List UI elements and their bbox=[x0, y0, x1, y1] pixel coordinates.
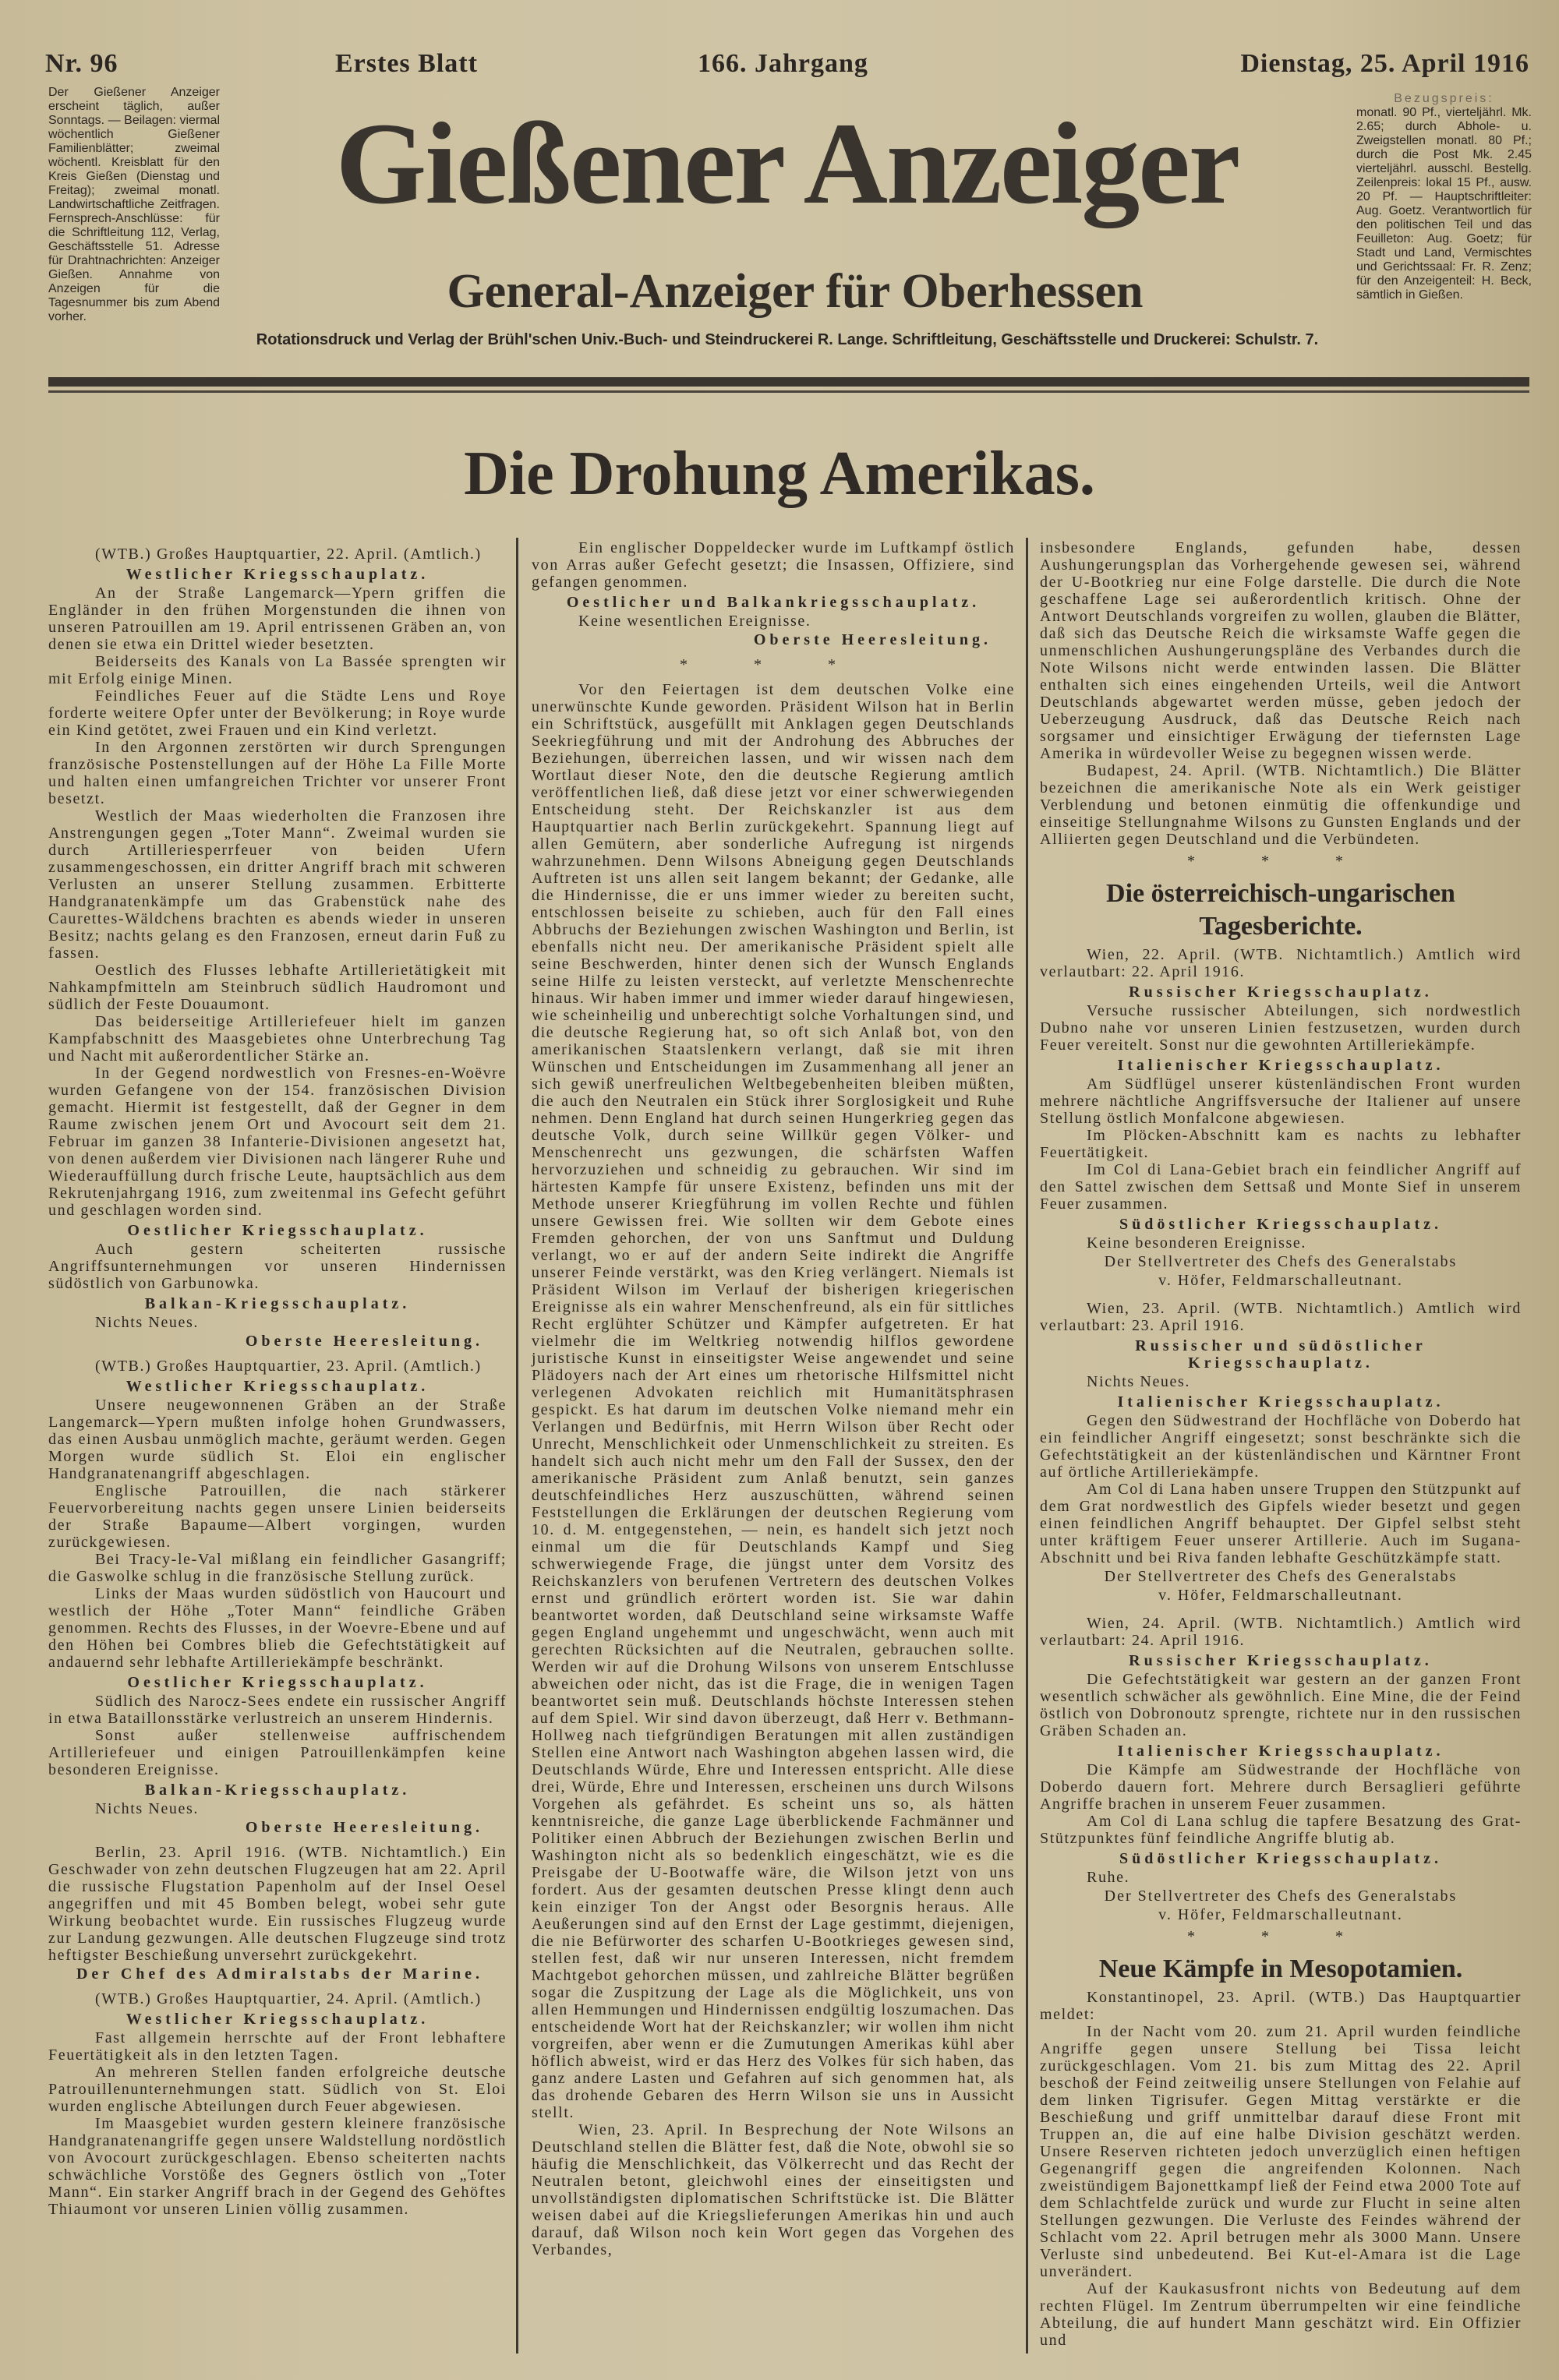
paragraph: Südlich des Narocz-Sees endete ein russischer Angriff in etwa Bataillonsstärke verlustreich an unserem Hindernis. bbox=[48, 1693, 507, 1727]
signature-line: v. Höfer, Feldmarschalleutnant. bbox=[1158, 1272, 1403, 1289]
paragraph: Englische Patrouillen, die nach stärkerer Feuervorbereitung nachts gegen unsere Linien beiderseits der Straße Bapaume—Albert vorgingen, wurden zurückgewiesen. bbox=[48, 1482, 507, 1551]
paragraph: Am Col di Lana schlug die tapfere Besatzung des Grat-Stützpunktes fünf feindliche Angriffe blutig ab. bbox=[1040, 1813, 1522, 1847]
column-1 bbox=[48, 546, 507, 2218]
article-heading: Die österreichisch-ungarischen Tagesberichte. bbox=[1106, 879, 1455, 941]
paragraph: Vor den Feiertagen ist dem deutschen Volke eine unerwünschte Kunde geworden. Präsident Wilson hat in Berlin ein Schriftstück, ausgefüllt mit Anklagen gegen Deutschlands Seekriegführung und mit der Androhung des Abbruches der Beziehungen, überreichen lassen, und wir wissen nach dem Wortlaut dieser Note, den die deutsche Regierung amtlich veröffentlichen ließ, daß diese jetzt vor einer schwerwiegenden Entscheidung steht. Der Reichskanzler ist aus dem Hauptquartier nach Berlin zurückgekehrt. Spannung liegt auf allen Gemütern, aber sonderliche Aufregung ist nirgends wahrzunehmen. Denn Wilsons Abneigung gegen Deutschlands Auftreten ist uns allen seit langem bekannt; der Gedanke, alle die Hindernisse, die er uns immer wieder zu bereiten sucht, entschlossen beiseite zu schieben, auch für den Fall eines Abbruchs der Beziehungen zwischen Washington und Berlin, ist ebenfalls nicht neu. Der amerikanische Präsident spielt alle seine Beschwerden, hinter denen sich der Wunsch Englands seine Hilfe zu leisten versteckt, auf verletzte Menschenrechte hinaus. Wir haben immer und immer wieder darauf hingewiesen, wie scheinheilig und unberechtigt solche Vorhaltungen sind, und die deutsche Regierung hat, so oft sich Anlaß bot, von den amerikanischen Staatslenkern verlangt, daß sie mit ihren Wünschen und Entscheidungen im Zusammenhang all jener an sich gewiß unerfreulichen Weltbegebenheiten bleiben müßten, die auch den Neutralen ein Stück ihrer Sorglosigkeit und Ruhe nehmen. Denn England hat durch seinen Hungerkrieg gegen das deutsche Volk, durch seine Willkür gegen Völker- und Menschenrecht uns gezwungen, die schärfsten Waffen hervorzuziehen und schneidig zu gebrauchen. Wir sind im härtesten Kampfe für unsere Existenz, befinden uns mit der Methode unserer Kriegführung im vollen Rechte und fühlen unsere Gewissen frei. Wie sollten wir dem Gebote eines Fremden gehorchen, der von uns Sanftmut und Duldung verlangt, wo er auf der andern Seite indirekt die Angriffe unserer Feinde verstärkt, was den Krieg verlängert. Niemals ist Präsident Wilson im Verlauf der bisherigen kriegerischen Ereignisse als ein wahrer Menschenfreund, als ein für sittliches Recht erglühter Schützer und Kämpfer aufgetreten. Er hat vielmehr die im Weltkrieg notwendig hilflos gewordene juristische Kunst in einseitigster Weise angewendet und seine Plädoyers nach der Art eines um rhetorische Hilfsmittel nicht verlegenen Advokaten reichlich mit Humanitätsphrasen gespickt. Es hat darum im deutschen Volke niemand mehr ein Verlangen und Bedürfnis, mit Herrn Wilson über Recht oder Unrecht, Menschlichkeit oder Unmenschlichkeit zu streiten. Es handelt sich auch nicht mehr um den Fall der Sussex, den der amerikanische Präsident zum Anlaß benutzt, sein ganzes deutschfeindliches Herz auszuschütten, während seinen Feststellungen die Erklärungen der deutschen Regierung vom 10. d. M. entgegenstehen, — nein, es handelt sich jetzt noch einmal um die für Deutschlands Kampf und Sieg schwerwiegende Frage, die jüngst unter dem Vorsitz des Reichskanzlers von berufenen Vertretern des deutschen Volkes ernst und gründlich erörtert worden ist. Sie war dahin beantwortet worden, daß Deutschland seine wirksamste Waffe gegen England ungehemmt und ungeschwächt, wenn auch mit gerechten Rücksichten auf die Neutralen, gebrauchen sollte. Werden wir auf die Drohung Wilsons von unserem Entschlusse abweichen oder nicht, das ist die Frage, die in wenigen Tagen beantwortet sein muß. Deutschlands höchste Interessen stehen auf dem Spiel. Wir sind davon überzeugt, daß Herr v. Bethmann-Hollweg nach tiefgründigen Beratungen mit allen zuständigen Stellen eine Antwort nach Washington abgehen lassen wird, die Deutschlands Würde, Ehre und Interessen entspricht. Alle diese drei, Würde, Ehre und Interessen, erscheinen uns durch Wilsons Vorgehen als gefährdet. Es scheint uns so, als hätten kenntnisreiche, die ganze Lage überblickende Fachmänner und Politiker einen Abbruch der Beziehungen zwischen Berlin und Washington nicht als so bedenklich eingeschätzt, wie es die Preisgabe der U-Bootwaffe wäre, die Wilson jetzt von uns fordert. Aus der gesamten deutschen Presse klingt denn auch kein einziger Ton der Angst oder Besorgnis heraus. Alle Aeußerungen sind auf den Ernst der Lage gestimmt, diejenigen, die nie Befürworter des scharfen U-Bootkrieges gewesen sind, stellen fest, daß wir nur unseren Interessen, nicht fremdem Machtgebot gehorchen müssen, und zahlreiche Blätter begrüßen sogar die Zuspitzung der Lage als die Möglichkeit, uns von allen Hemmungen und Hindernissen endgültig loszumachen. Das entscheidende Wort hat der Reichskanzler; wir wollen ihm nicht vorgreifen, aber wenn er die Zumutungen Amerikas kühl aber höflich abweist, wird er das Herz des Volkes für sich haben, das ganz andere Lasten und Gefahren auf sich genommen hat, als das drohende Gebaren des Herrn Wilson sie uns in Aussicht stellt. bbox=[532, 681, 1015, 2121]
paragraph: Fast allgemein herrschte auf der Front lebhaftere Feuertätigkeit als in den letzten Tagen. bbox=[48, 2029, 507, 2064]
issue-number: Nr. 96 bbox=[45, 49, 118, 78]
paragraph: Nichts Neues. bbox=[95, 1314, 199, 1331]
signature: Oberste Heeresleitung. bbox=[245, 1819, 483, 1836]
paragraph: In den Argonnen zerstörten wir durch Sprengungen französische Postenstellungen auf der Höhe La Fille Morte und halten einen umfangreichen Trichter vor unserer Front besetzt. bbox=[48, 739, 507, 807]
paragraph: Gegen den Südwestrand der Hochfläche von Doberdo hat ein feindlicher Angriff eingesetzt; sonst beschränkte sich die Gefechtstätigkeit an der küstenländischen und Kärntner Front auf örtliche Artilleriekämpfe. bbox=[1040, 1412, 1522, 1481]
paragraph: In der Nacht vom 20. zum 21. April wurden feindliche Angriffe gegen unsere Stellung bei Tissa leicht zurückgeschlagen. Vom 21. bis zum Mittag des 22. April beschoß der Feind zeitweilig unsere Stellungen von Felahie auf dem linken Tigrisufer. Gegen Mittag verstärkte er die Beschießung und griff unmittelbar darauf diese Front mit Truppen an, die auf eine halbe Division geschätzt werden. Unsere Reserven richteten jedoch unverzüglich einen heftigen Gegenangriff gegen die angreifenden Kolonnen. Nach zweistündigem Bajonettkampf ließ der Feind etwa 2000 Tote auf dem Schlachtfelde zurück und wurde zur Flucht in seine alten Stellungen gezwungen. Die Verluste des Feindes während der Schlacht vom 22. April betrugen mehr als 3000 Mann. Unsere Verluste sind unbedeutend. Bei Kut-el-Amara ist die Lage unverändert. bbox=[1040, 2023, 1522, 2280]
paragraph: Sonst außer stellenweise auffrischendem Artilleriefeuer und einigen Patrouillenkämpfen keine besonderen Ereignisse. bbox=[48, 1727, 507, 1778]
subscription-info bbox=[1356, 92, 1532, 302]
paragraph: Westlich der Maas wiederholten die Franzosen ihre Anstrengungen gegen „Toter Mann“. Zweimal wurden sie durch Artilleriesperrfeuer von beiden Ufern zusammengeschossen, ein dritter Angriff brach mit schweren Verlusten an unserer Stellung zusammen. Erbitterte Handgranatenkämpfe um das Grabenstück nahe des Caurettes-Wäldchens brachten es abends wieder in unseren Besitz; nachts gelang es den Franzosen, erneut darin Fuß zu fassen. bbox=[48, 807, 507, 962]
subscription-text: monatl. 90 Pf., vierteljährl. Mk. 2.65; durch Abhole- u. Zweigstellen monatl. 80 Pf.; durch die Post Mk. 2.45 vierteljährl. ausschl. Bestellg. Zeilenpreis: lokal 15 Pf., ausw. 20 Pf. — Hauptschriftleiter: Aug. Goetz. Verantwortlich für den politischen Teil und das Feuilleton: Aug. Goetz; für Stadt und Land, Vermischtes und Gerichtssaal: Fr. R. Zenz; für den Anzeigenteil: H. Beck, sämtlich in Gießen. bbox=[1356, 106, 1532, 302]
paragraph: Am Südflügel unserer küstenländischen Front wurden mehrere nächtliche Angriffsversuche der Italiener auf unsere Stellung östlich Monfalcone abgewiesen. bbox=[1040, 1075, 1522, 1127]
imprint-line: Rotationsdruck und Verlag der Brühl'schen Univ.-Buch- und Steindruckerei R. Lange. Schriftleitung, Geschäftsstelle und Druckerei: Schulstr. 7. bbox=[256, 331, 1319, 348]
paragraph: An der Straße Langemarck—Ypern griffen die Engländer in den frühen Morgenstunden die ihnen von unseren Patrouillen am 19. April entrissenen Gräben an, von denen sie etwa ein Drittel wieder besetzten. bbox=[48, 584, 507, 653]
separator-asterisks: * * * bbox=[1187, 853, 1374, 870]
column-2 bbox=[532, 539, 1015, 2258]
paragraph: Im Col di Lana-Gebiet brach ein feindlicher Angriff auf den Sattel zwischen dem Settsaß und Monte Sief in unserem Feuer zusammen. bbox=[1040, 1161, 1522, 1213]
sheet-label: Erstes Blatt bbox=[335, 49, 478, 78]
paragraph: Auch gestern scheiterten russische Angriffsunternehmungen vor unseren Hindernissen südöstlich von Garbunowka. bbox=[48, 1241, 507, 1292]
section-heading: Oestlicher Kriegsschauplatz. bbox=[127, 1674, 428, 1691]
section-heading: Westlicher Kriegsschauplatz. bbox=[125, 2011, 430, 2028]
section-heading: Oestlicher Kriegsschauplatz. bbox=[127, 1222, 428, 1239]
paragraph: Wien, 23. April. In Besprechung der Note Wilsons an Deutschland stellen die Blätter fest, daß die Note, obwohl sie so häufig die Menschlichkeit, das Völkerrecht und das Recht der Neutralen betont, gleichwohl eines der einseitigsten und unvollständigsten diplomatischen Schriftstücke ist. Die Blätter weisen dabei auf die Kriegslieferungen Amerikas hin und auch darauf, daß Wilson noch kein Wort gegen das Vorgehen des Verbandes, bbox=[532, 2121, 1015, 2258]
paragraph: Konstantinopel, 23. April. (WTB.) Das Hauptquartier meldet: bbox=[1040, 1989, 1522, 2023]
paragraph: Feindliches Feuer auf die Städte Lens und Roye forderte weitere Opfer unter der Bevölkerung; in Roye wurde ein Kind getötet, zwei Frauen und ein Kind verletzt. bbox=[48, 687, 507, 739]
section-heading: Italienischer Kriegsschauplatz. bbox=[1117, 1057, 1444, 1074]
separator-asterisks: * * * bbox=[680, 656, 867, 673]
section-heading: Balkan-Kriegsschauplatz. bbox=[144, 1781, 411, 1799]
section-heading: Westlicher Kriegsschauplatz. bbox=[125, 1378, 430, 1395]
column-divider bbox=[1026, 538, 1028, 2354]
section-heading: Südöstlicher Kriegsschauplatz. bbox=[1119, 1850, 1443, 1867]
paragraph: (WTB.) Großes Hauptquartier, 23. April. (Amtlich.) bbox=[95, 1358, 482, 1375]
newspaper-subtitle: General-Anzeiger für Oberhessen bbox=[447, 265, 1144, 318]
paragraph: Keine wesentlichen Ereignisse. bbox=[578, 613, 811, 630]
newspaper-title: Gießener Anzeiger bbox=[335, 99, 1239, 228]
dateline-paragraph: Wien, 23. April. (WTB. Nichtamtlich.) Amtlich wird verlautbart: 23. April 1916. bbox=[1040, 1300, 1522, 1334]
paragraph: Die Kämpfe am Südwestrande der Hochfläche von Doberdo dauern fort. Mehrere durch Bersaglieri geführte Angriffe brachen in unserem Feuer zusammen. bbox=[1040, 1761, 1522, 1813]
signature: Der Chef des Admiralstabs der Marine. bbox=[76, 1965, 483, 1983]
signature: Oberste Heeresleitung. bbox=[245, 1333, 483, 1350]
paragraph: Die Gefechtstätigkeit war gestern an der ganzen Front wesentlich schwächer als gewöhnlich. Eine Mine, die der Feind östlich von Dobronoutz sprengte, richtete nur in den russischen Gräben Schaden an. bbox=[1040, 1671, 1522, 1739]
main-headline: Die Drohung Amerikas. bbox=[464, 440, 1095, 508]
paragraph: Nichts Neues. bbox=[1087, 1373, 1190, 1390]
dateline-paragraph: Wien, 24. April. (WTB. Nichtamtlich.) Amtlich wird verlautbart: 24. April 1916. bbox=[1040, 1615, 1522, 1649]
paragraph: Ein englischer Doppeldecker wurde im Luftkampf östlich von Arras außer Gefecht gesetzt; die Insassen, Offiziere, sind gefangen genommen. bbox=[532, 539, 1015, 591]
section-heading: Russischer und südöstlicher Kriegsschauplatz. bbox=[1135, 1337, 1426, 1372]
separator-asterisks: * * * bbox=[1187, 1928, 1374, 1945]
paragraph: Im Plöcken-Abschnitt kam es nachts zu lebhafter Feuertätigkeit. bbox=[1040, 1127, 1522, 1161]
paragraph: Wien, 22. April. (WTB. Nichtamtlich.) Amtlich wird verlautbart: 22. April 1916. bbox=[1040, 946, 1522, 980]
paragraph: Auf der Kaukasusfront nichts von Bedeutung auf dem rechten Flügel. Im Zentrum überrumpelten wir eine feindliche Abteilung, die auf hundert Mann geschätzt wird. Ein Offizier und bbox=[1040, 2280, 1522, 2349]
paragraph: Berlin, 23. April 1916. (WTB. Nichtamtlich.) Ein Geschwader von zehn deutschen Flugzeugen hat am 22. April die russische Flugstation Papenholm auf der Insel Oesel angegriffen und mit 45 Bomben belegt, wobei sehr gute Wirkung beobachtet wurde. Ein russisches Flugzeug wurde zur Landung gezwungen. Alle deutschen Flugzeuge sind trotz heftigster Beschießung unversehrt zurückgekehrt. bbox=[48, 1844, 507, 1964]
paragraph: Bei Tracy-le-Val mißlang ein feindlicher Gasangriff; die Gaswolke schlug in die französische Stellung zurück. bbox=[48, 1551, 507, 1585]
section-heading: Italienischer Kriegsschauplatz. bbox=[1117, 1743, 1444, 1760]
section-heading: Italienischer Kriegsschauplatz. bbox=[1117, 1393, 1444, 1411]
signature-line: Der Stellvertreter des Chefs des Generalstabs bbox=[1104, 1253, 1458, 1270]
section-heading: Russischer Kriegsschauplatz. bbox=[1129, 1652, 1433, 1669]
subscription-heading: Bezugspreis: bbox=[1394, 92, 1494, 105]
paragraph: Nichts Neues. bbox=[95, 1800, 199, 1817]
publication-info: Der Gießener Anzeiger erscheint täglich, außer Sonntags. — Beilagen: viermal wöchentlich Gießener Familienblätter; zweimal wöchentl. Kreisblatt für den Kreis Gießen (Dienstag und Freitag); zweimal monatl. Landwirtschaftliche Zeitfragen. Fernsprech-Anschlüsse: für die Schriftleitung 112, Verlag, Geschäftsstelle 51. Adresse für Drahtnachrichten: Anzeiger Gießen. Annahme von Anzeigen für die Tagesnummer bis zum Abend vorher. bbox=[48, 86, 220, 323]
volume-label: 166. Jahrgang bbox=[698, 49, 868, 78]
column-3 bbox=[1040, 539, 1522, 2349]
paragraph: insbesondere Englands, gefunden habe, dessen Aushungerungsplan das Vorhergehende gewesen sei, während der U-Bootkrieg nur eine Folge darstelle. Die durch die Note geschaffene Lage sei außerordentlich kritisch. Ohne der Antwort Deutschlands vorgreifen zu wollen, glauben die Blätter, daß sich das Deutsche Reich die wirksamste Waffe gegen die unmenschlichen Aushungerungspläne des Verbandes durch die Note Wilsons nicht werde entwinden lassen. Die Blätter enthalten sich eines eingehenden Urteils, weil die Antwort Deutschlands abgewartet werden müsse, geben jedoch der Ueberzeugung Ausdruck, daß das Deutsche Reich nach sorgsamer und einsichtiger Erwägung der tiefernsten Lage Amerika in würdevoller Weise zu begegnen wissen werde. bbox=[1040, 539, 1522, 762]
paragraph: Oestlich des Flusses lebhafte Artillerietätigkeit mit Nahkampfmitteln am Steinbruch südlich Haudromont und südlich der Feste Douaumont. bbox=[48, 962, 507, 1013]
paragraph: Am Col di Lana haben unsere Truppen den Stützpunkt auf dem Grat nordwestlich des Gipfels wieder besetzt und gegen einen feindlichen Angriff behauptet. Der Gipfel selbst steht unter kräftigem Feuer unserer Artillerie. Auch im Sugana-Abschnitt und bei Riva fanden lebhafte Geschützkämpfe statt. bbox=[1040, 1481, 1522, 1566]
paragraph: Budapest, 24. April. (WTB. Nichtamtlich.) Die Blätter bezeichnen die amerikanische Note als ein Werk geistiger Verblendung und betonen einmütig die offenkundige und einseitige Stellungnahme Wilsons zu Gunsten Englands und der Alliierten gegen Deutschland und die Verbündeten. bbox=[1040, 762, 1522, 848]
paragraph: Im Maasgebiet wurden gestern kleinere französische Handgranatenangriffe gegen unsere Waldstellung nordöstlich von Avocourt zurückgeschlagen. Ebenso scheiterten nachts schwächliche Vorstöße des Gegners östlich von „Toter Mann“. Ein starker Angriff brach in der Gegend des Gehöftes Thiaumont vor unseren Linien völlig zusammen. bbox=[48, 2115, 507, 2218]
signature: Oberste Heeresleitung. bbox=[753, 631, 992, 648]
signature-line: Der Stellvertreter des Chefs des Generalstabs bbox=[1104, 1887, 1458, 1905]
paragraph: Unsere neugewonnenen Gräben an der Straße Langemarck—Ypern mußten infolge hohen Grundwassers, das einen Ausbau unmöglich machte, geräumt werden. Gegen Morgen wurde südlich St. Eloi ein englischer Handgranatenangriff abgeschlagen. bbox=[48, 1397, 507, 1482]
paragraph: (WTB.) Großes Hauptquartier, 22. April. (Amtlich.) bbox=[95, 546, 482, 563]
signature-line: v. Höfer, Feldmarschalleutnant. bbox=[1158, 1587, 1403, 1604]
section-heading: Südöstlicher Kriegsschauplatz. bbox=[1119, 1216, 1443, 1233]
paragraph: Versuche russischer Abteilungen, sich nordwestlich Dubno nahe vor unseren Linien festzusetzen, wurden durch Feuer vereitelt. Sonst nur die gewohnten Artilleriekämpfe. bbox=[1040, 1002, 1522, 1054]
section-heading: Russischer Kriegsschauplatz. bbox=[1129, 983, 1433, 1001]
paragraph: Das beiderseitige Artilleriefeuer hielt im ganzen Kampfabschnitt des Maasgebietes ohne Unterbrechung Tag und Nacht mit außerordentlicher Stärke an. bbox=[48, 1013, 507, 1065]
column-divider bbox=[516, 538, 518, 2354]
signature-line: v. Höfer, Feldmarschalleutnant. bbox=[1158, 1906, 1403, 1923]
paragraph: (WTB.) Großes Hauptquartier, 24. April. (Amtlich.) bbox=[95, 1990, 482, 2007]
article-heading: Neue Kämpfe in Mesopotamien. bbox=[1098, 1954, 1463, 1983]
paragraph: Ruhe. bbox=[1087, 1869, 1130, 1886]
issue-date: Dienstag, 25. April 1916 bbox=[1240, 49, 1529, 78]
signature-line: Der Stellvertreter des Chefs des Generalstabs bbox=[1104, 1568, 1458, 1585]
section-heading: Oestlicher und Balkankriegsschauplatz. bbox=[566, 594, 981, 611]
paragraph: Beiderseits des Kanals von La Bassée sprengten wir mit Erfolg einige Minen. bbox=[48, 653, 507, 687]
paragraph: In der Gegend nordwestlich von Fresnes-en-Woëvre wurden Gefangene von der 154. französischen Division gemacht. Hiermit ist festgestellt, daß der Gegner in dem Raume zwischen jenem Ort und Avocourt seit dem 21. Februar im ganzen 38 Infanterie-Divisionen angesetzt hat, von denen außerdem vier Divisionen nach längerer Ruhe und Wiederauffüllung durch frische Leute, hauptsächlich aus dem Rekrutenjahrgang 1916, zum zweitenmal ins Gefecht geführt und geschlagen worden sind. bbox=[48, 1065, 507, 1219]
paragraph: Links der Maas wurden südöstlich von Haucourt und westlich der Höhe „Toter Mann“ feindliche Gräben genommen. Rechts des Flusses, in der Woevre-Ebene und auf den Höhen bei Combres blieb die Gefechtstätigkeit auf andauernd sehr lebhafte Artilleriekämpfe beschränkt. bbox=[48, 1585, 507, 1671]
paragraph: Keine besonderen Ereignisse. bbox=[1087, 1234, 1306, 1252]
section-heading: Westlicher Kriegsschauplatz. bbox=[125, 566, 430, 583]
paragraph: An mehreren Stellen fanden erfolgreiche deutsche Patrouillenunternehmungen statt. Südlich von St. Eloi wurden englische Abteilungen durch Feuer abgewiesen. bbox=[48, 2064, 507, 2115]
section-heading: Balkan-Kriegsschauplatz. bbox=[144, 1295, 411, 1312]
masthead-rule-thin bbox=[48, 390, 1529, 393]
masthead-rule-thick bbox=[48, 377, 1529, 387]
